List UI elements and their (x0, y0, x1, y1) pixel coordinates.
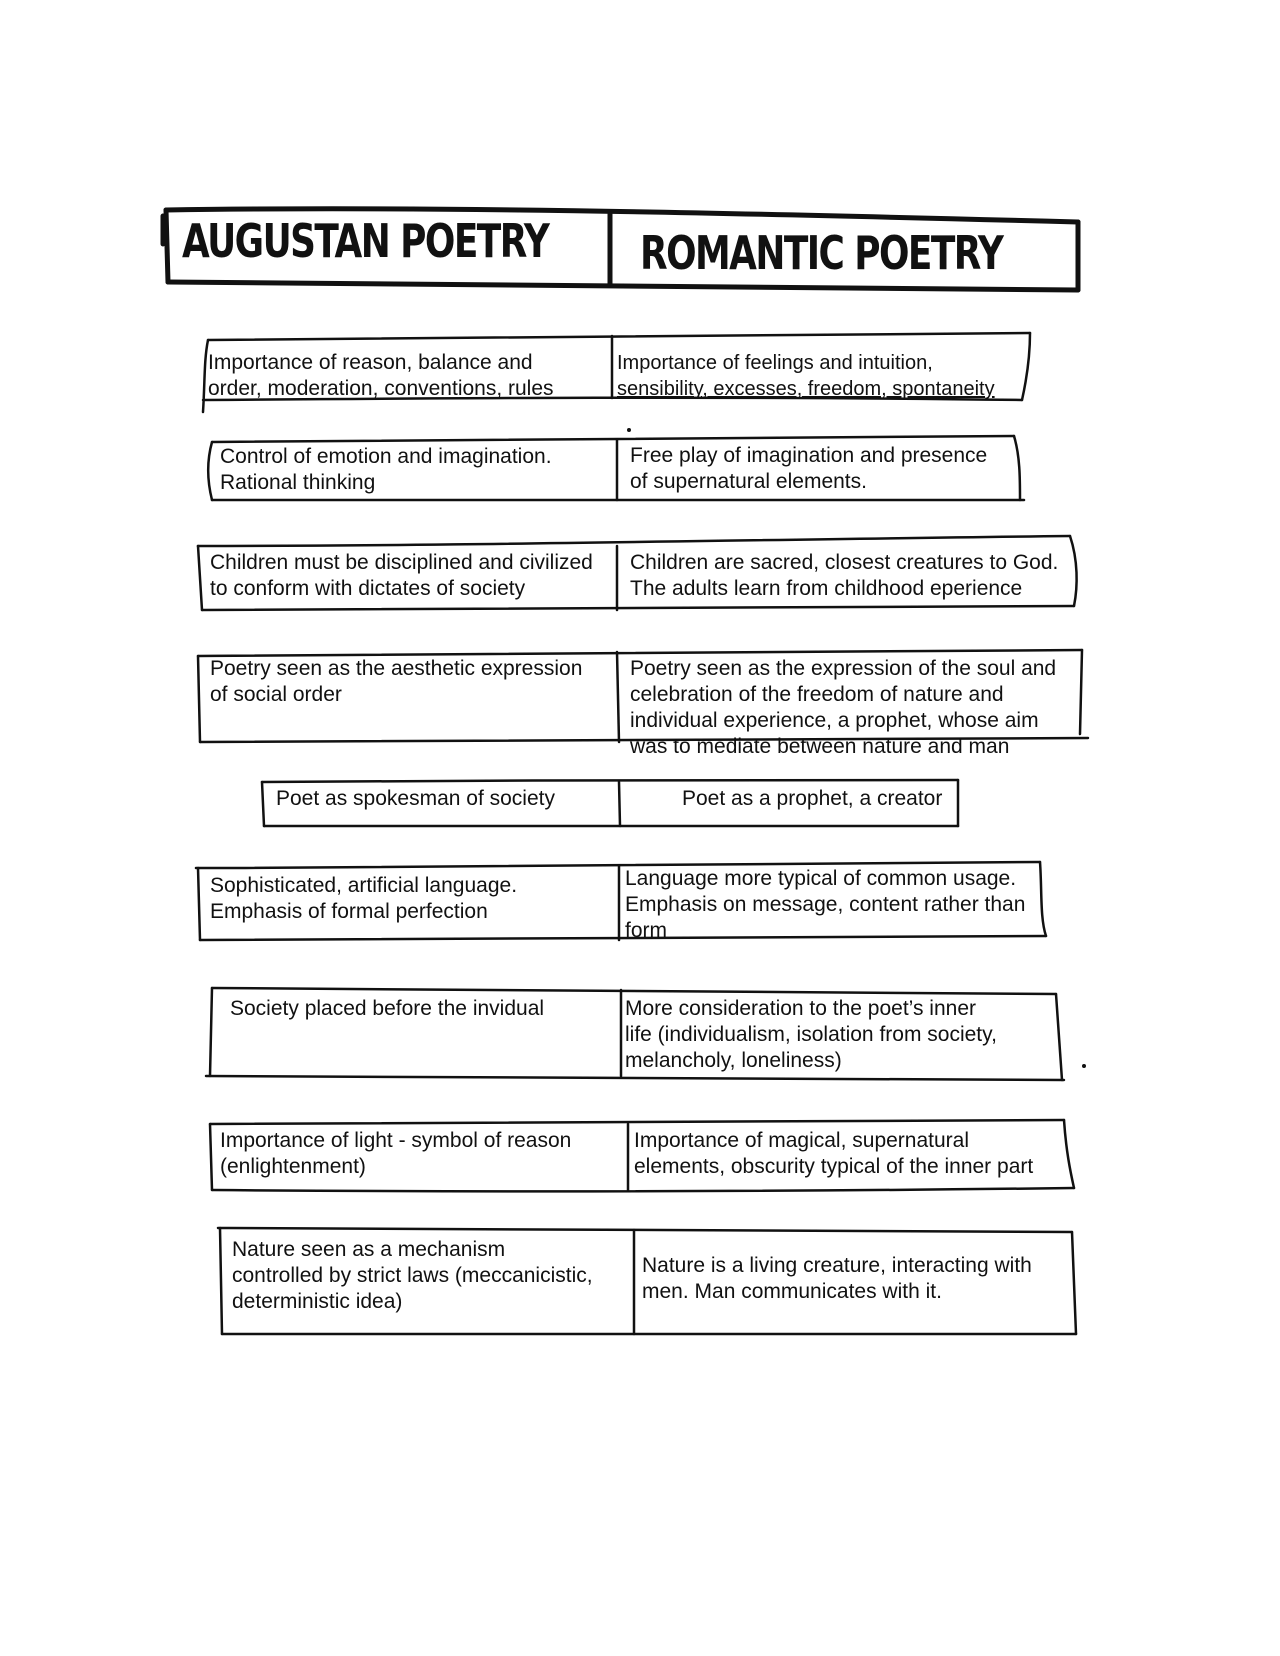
augustan-cell-poetry: Poetry seen as the aesthetic expression of social order (210, 657, 583, 706)
romantic-cell-inner-life: More consideration to the poet’s inner life (individualism, isolation from society, melancholy, loneliness) (625, 997, 997, 1072)
augustan-cell-control-of-emotion: Control of emotion and imagination. Rational thinking (220, 445, 552, 494)
augustan-cell-reason: Importance of reason, balance and order, moderation, conventions, rules (208, 351, 554, 400)
romantic-cell-magical: Importance of magical, supernatural elements, obscurity typical of the inner part (634, 1129, 1034, 1178)
augustan-cell-nature: Nature seen as a mechanism controlled by strict laws (meccanicistic, deterministic idea) (232, 1238, 593, 1313)
romantic-cell-poetry: Poetry seen as the expression of the soul and celebration of the freedom of nature and individual experience, a prophet, whose aim was to mediate between nature and man (630, 657, 1057, 758)
augustan-cell-society: Society placed before the invidual (230, 997, 545, 1020)
romantic-cell-imagination: Free play of imagination and presence of supernatural elements. (630, 444, 988, 493)
stray-dot (627, 428, 631, 432)
augustan-poetry-heading: AUGUSTAN POETRY (182, 214, 549, 268)
romantic-cell-feelings: Importance of feelings and intuition, sensibility, excesses, freedom, spontaneity (617, 352, 995, 400)
augustan-cell-poet: Poet as spokesman of society (276, 787, 555, 810)
romantic-cell-language: Language more typical of common usage. Emphasis on message, content rather than form (625, 867, 1026, 942)
romantic-cell-children: Children are sacred, closest creatures to God. The adults learn from childhood eperience (630, 551, 1059, 600)
augustan-cell-language: Sophisticated, artificial language. Emphasis of formal perfection (210, 874, 518, 923)
stray-dot (1082, 1064, 1086, 1068)
augustan-cell-light: Importance of light - symbol of reason (enlightenment) (220, 1129, 572, 1178)
romantic-cell-nature: Nature is a living creature, interacting with men. Man communicates with it. (642, 1254, 1032, 1303)
romantic-cell-poet: Poet as a prophet, a creator (682, 787, 943, 810)
augustan-cell-children: Children must be disciplined and civilized to conform with dictates of society (210, 551, 593, 600)
romantic-poetry-heading: ROMANTIC POETRY (640, 226, 1003, 280)
